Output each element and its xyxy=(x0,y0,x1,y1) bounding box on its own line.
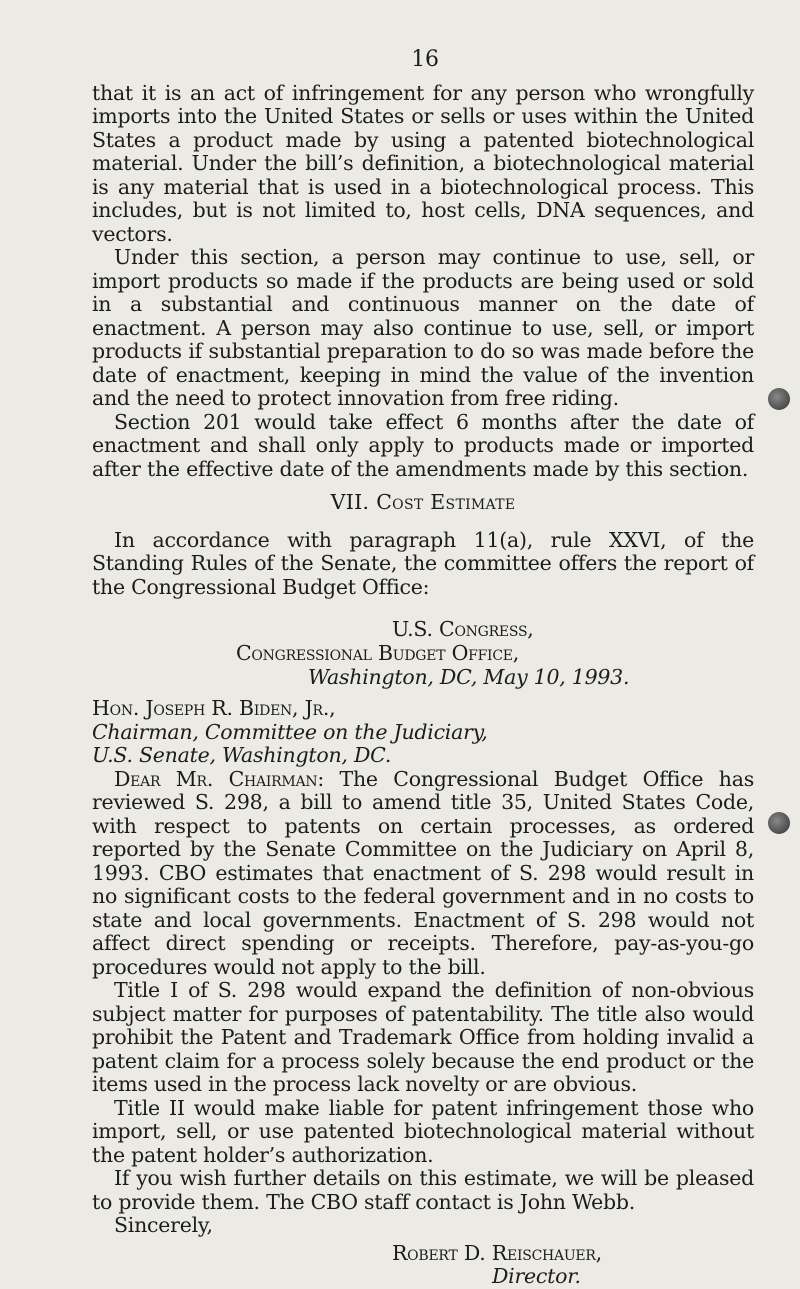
addressee-block xyxy=(92,697,754,768)
letterhead-congress: U.S. Congress, xyxy=(392,617,534,641)
closing-sincerely: Sincerely, xyxy=(114,1213,213,1237)
letter-paragraph-1 xyxy=(92,768,754,980)
signatory-name: Robert D. Reischauer, xyxy=(392,1240,602,1265)
punch-hole-lower xyxy=(768,812,790,834)
section-title: Cost Estimate xyxy=(376,490,516,514)
addressee-name: Hon. Joseph R. Biden, Jr., xyxy=(92,696,336,720)
cost-estimate-intro: In accordance with paragraph 11(a), rule XXVI, of the Standing Rules of the Senate, the committee offers the report of the Congressional Budget Office: xyxy=(92,527,754,599)
letter-paragraph-4: If you wish further details on this estimate, we will be pleased to provide them. The CBO staff contact is John Webb. xyxy=(92,1166,754,1214)
closing-block xyxy=(92,1214,754,1289)
document-page xyxy=(92,48,754,1289)
letter-paragraph-3: Title II would make liable for patent infringement those who import, sell, or use patented biotechnological material without the patent holder’s authorization. xyxy=(92,1095,754,1167)
letter-body-1: The Congressional Budget Office has reviewed S. 298, a bill to amend title 35, United States Code, with respect to patents on certain processes, as ordered reported by the Senate Committee on the Judiciary on April 8, 1993. CBO estimates that enactment of S. 298 would result in no significant costs to the federal government and in no costs to state and local governments. Enactment of S. 298 would not affect direct spending or receipts. Therefore, pay-as-you-go procedures would not apply to the bill. xyxy=(92,766,754,979)
paragraph-continued-use: Under this section, a person may continue to use, sell, or import products so made if the products are being used or sold in a substantial and continuous manner on the date of enactment. A person may also continue to use, sell, or import products if substantial preparation to do so was made before the date of enactment, keeping in mind the value of the invention and the need to protect innovation from free riding. xyxy=(92,245,754,410)
salutation: Dear Mr. Chairman: xyxy=(114,766,325,791)
letterhead xyxy=(92,617,754,689)
section-numeral: VII. xyxy=(330,490,370,514)
page-number: 16 xyxy=(411,47,439,72)
punch-hole-upper xyxy=(768,388,790,410)
paragraph-effective-date: Section 201 would take effect 6 months after the date of enactment and shall only apply to products made or imported after the effective date of the amendments made by this section. xyxy=(92,409,754,481)
letterhead-office: Congressional Budget Office, xyxy=(236,641,520,665)
signatory-title: Director. xyxy=(492,1264,581,1288)
addressee-location: U.S. Senate, Washington, DC. xyxy=(92,743,392,767)
letter-paragraph-2: Title I of S. 298 would expand the definition of non-obvious subject matter for purposes of patentability. The title also would prohibit the Patent and Trademark Office from holding invalid a patent claim for a process solely because the end product or the items used in the process lack novelty or are obvious. xyxy=(92,978,754,1096)
addressee-title: Chairman, Committee on the Judiciary, xyxy=(92,719,488,744)
letterhead-date: Washington, DC, May 10, 1993. xyxy=(308,665,630,689)
section-heading xyxy=(92,491,754,515)
paragraph-infringement: that it is an act of infringement for any person who wrongfully imports into the United States or sells or uses within the United States a product made by using a patented biotechnological material. Under the bill’s definition, a biotechnological material is any material that is used in a biotechnological process. This includes, but is not limited to, host cells, DNA sequences, and vectors. xyxy=(92,80,754,246)
